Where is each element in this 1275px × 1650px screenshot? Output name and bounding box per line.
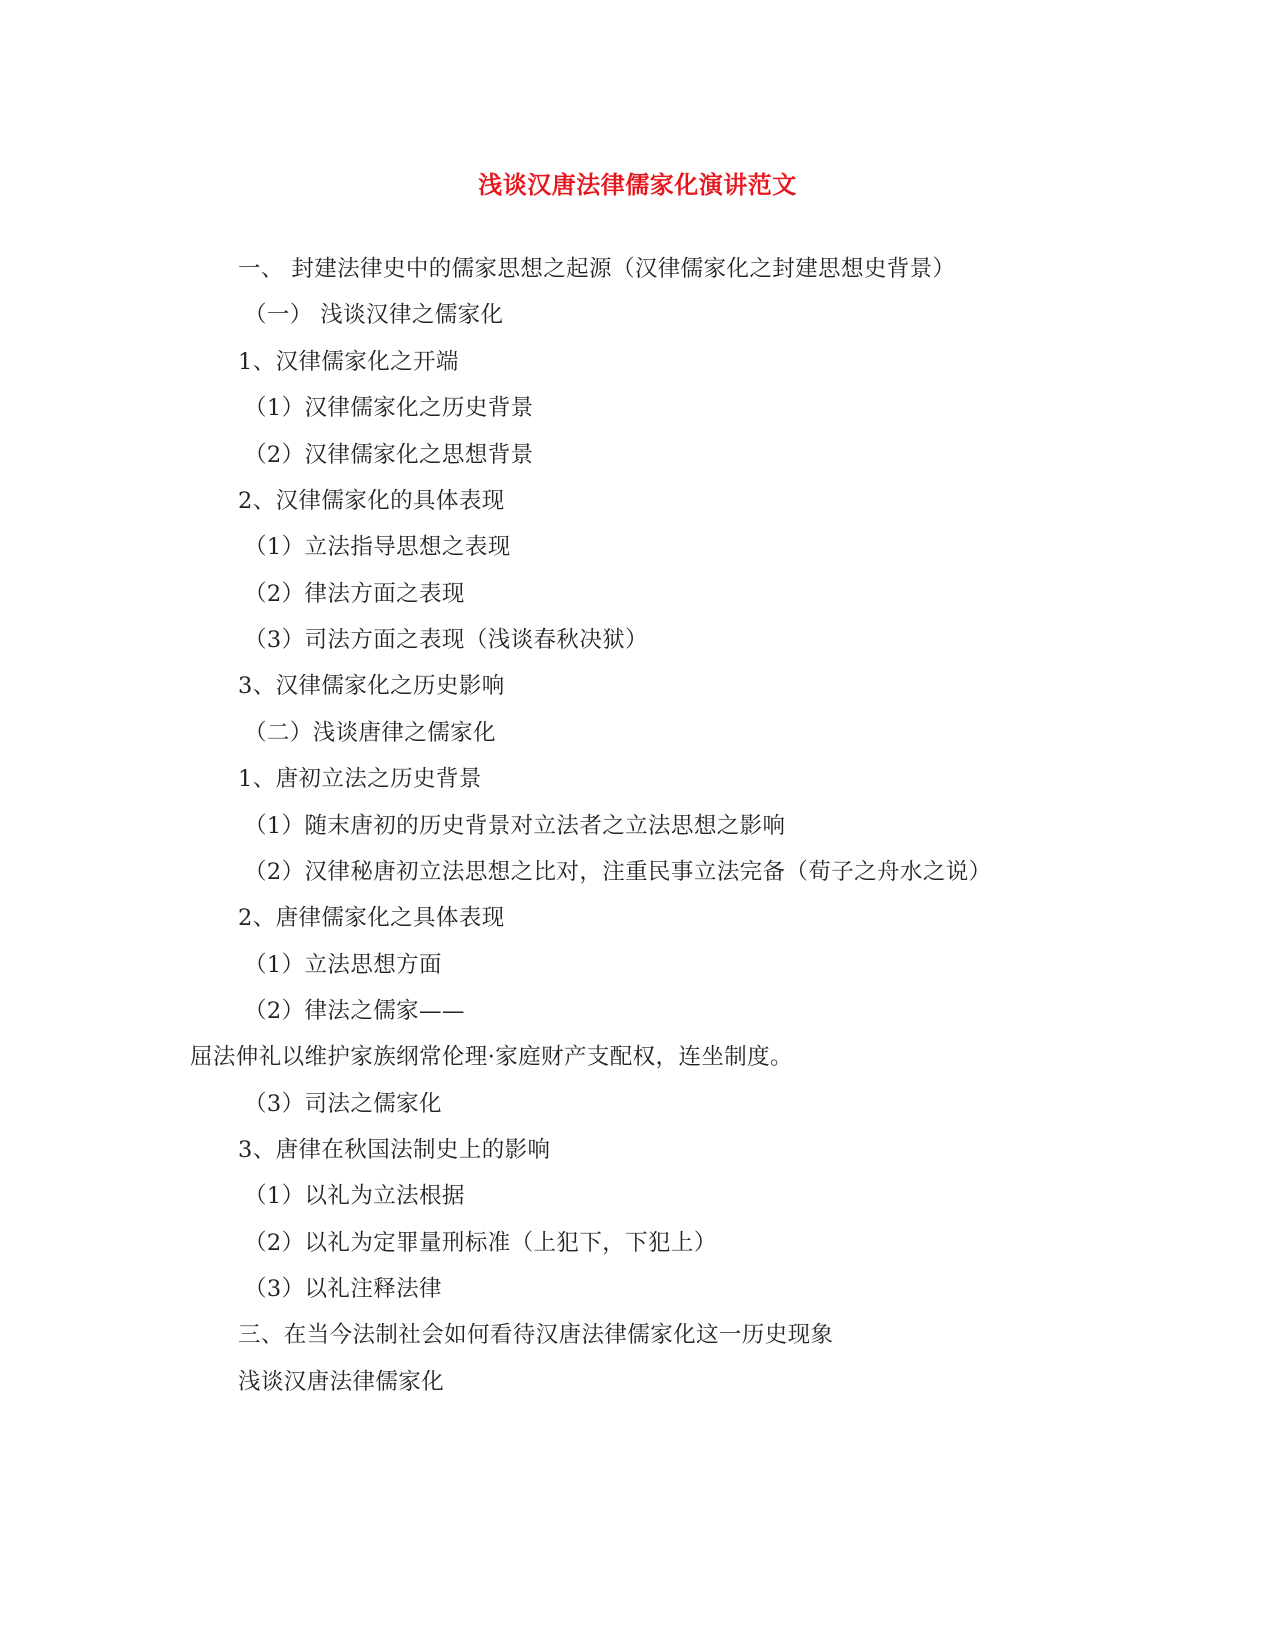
outline-item: 2、唐律儒家化之具体表现 (238, 905, 505, 931)
heading-section-3: 三、在当今法制社会如何看待汉唐法律儒家化这一历史现象 (238, 1322, 834, 1348)
closing-line: 浅谈汉唐法律儒家化 (238, 1369, 445, 1395)
outline-subitem: （1）汉律儒家化之历史背景 (244, 395, 534, 421)
document-title: 浅谈汉唐法律儒家化演讲范文 (478, 170, 797, 199)
outline-item: 1、汉律儒家化之开端 (238, 349, 459, 375)
outline-subitem: （1）以礼为立法根据 (244, 1183, 465, 1209)
outline-item: 3、唐律在秋国法制史上的影响 (238, 1137, 551, 1163)
outline-subitem: （2）律法方面之表现 (244, 581, 465, 607)
outline-item: 2、汉律儒家化的具体表现 (238, 488, 505, 514)
heading-section-1: 一、 封建法律史中的儒家思想之起源（汉律儒家化之封建思想史背景） (238, 256, 956, 282)
outline-item: 1、唐初立法之历史背景 (238, 766, 482, 792)
outline-subitem: （2）汉律秘唐初立法思想之比对，注重民事立法完备（荀子之舟水之说） (244, 859, 992, 885)
outline-subitem: （2）律法之儒家—— (244, 998, 465, 1024)
outline-subitem: （2）以礼为定罪量刑标准（上犯下，下犯上） (244, 1230, 717, 1256)
subheading-han-law: （一） 浅谈汉律之儒家化 (244, 302, 504, 328)
outline-continuation: 屈法伸礼以维护家族纲常伦理·家庭财产支配权，连坐制度。 (190, 1044, 793, 1070)
outline-subitem: （2）汉律儒家化之思想背景 (244, 442, 534, 468)
outline-item: 3、汉律儒家化之历史影响 (238, 673, 505, 699)
outline-subitem: （1）立法思想方面 (244, 952, 442, 978)
outline-subitem: （1）随末唐初的历史背景对立法者之立法思想之影响 (244, 813, 786, 839)
outline-subitem: （3）司法之儒家化 (244, 1091, 442, 1117)
outline-subitem: （3）司法方面之表现（浅谈春秋决狱） (244, 627, 649, 653)
subheading-tang-law: （二）浅谈唐律之儒家化 (244, 720, 496, 746)
outline-subitem: （3）以礼注释法律 (244, 1276, 442, 1302)
outline-subitem: （1）立法指导思想之表现 (244, 534, 511, 560)
